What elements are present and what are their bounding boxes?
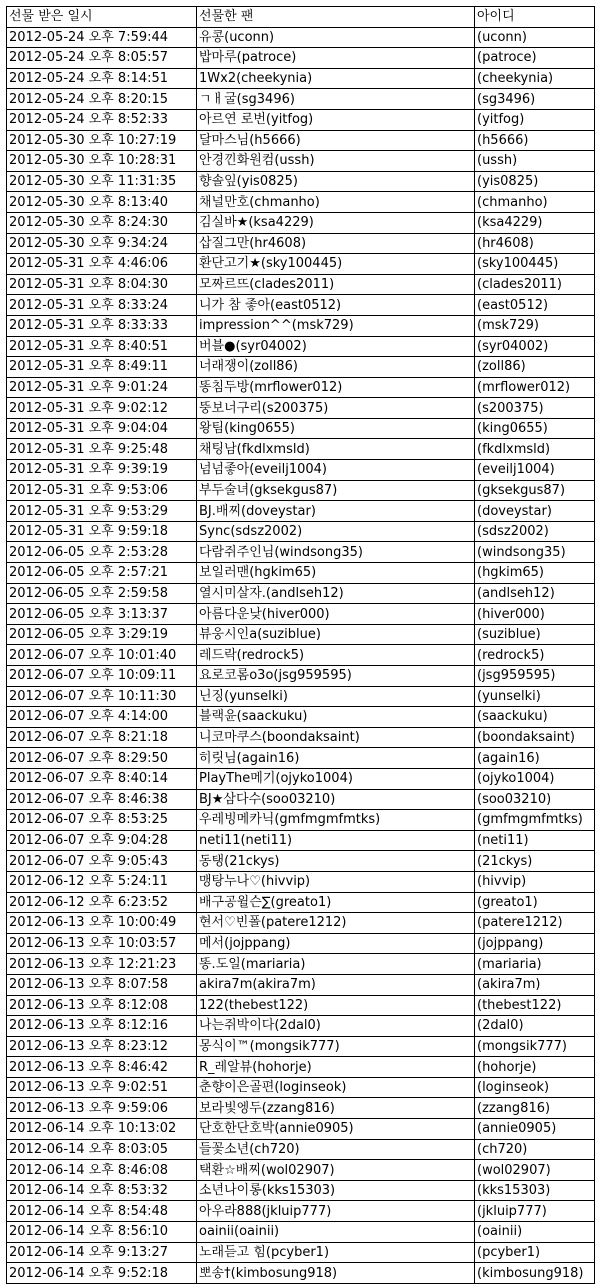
cell-user-id: (jkluip777) (475, 1201, 595, 1222)
cell-received-datetime: 2012-05-24 오후 8:20:15 (7, 89, 197, 110)
table-row (7, 1180, 595, 1201)
cell-gifting-fan: Sync(sdsz2002) (197, 521, 475, 542)
cell-received-datetime: 2012-06-07 오후 10:01:40 (7, 645, 197, 666)
cell-received-datetime: 2012-06-07 오후 8:40:14 (7, 768, 197, 789)
cell-received-datetime: 2012-06-14 오후 8:03:05 (7, 1139, 197, 1160)
table-row (7, 974, 595, 995)
cell-received-datetime: 2012-06-07 오후 9:04:28 (7, 830, 197, 851)
cell-user-id: (mariaria) (475, 954, 595, 975)
cell-user-id: (kks15303) (475, 1180, 595, 1201)
cell-gifting-fan: 배구공윌슨∑(greato1) (197, 892, 475, 913)
table-row (7, 871, 595, 892)
cell-gifting-fan: 춘향이은골편(loginseok) (197, 1077, 475, 1098)
cell-user-id: (patere1212) (475, 913, 595, 934)
cell-gifting-fan: 122(thebest122) (197, 995, 475, 1016)
table-row (7, 439, 595, 460)
cell-user-id: (sky100445) (475, 254, 595, 275)
cell-received-datetime: 2012-06-14 오후 8:56:10 (7, 1222, 197, 1243)
table-row (7, 933, 595, 954)
cell-received-datetime: 2012-05-31 오후 9:02:12 (7, 398, 197, 419)
cell-gifting-fan: 택환☆배찌(wol02907) (197, 1160, 475, 1181)
cell-received-datetime: 2012-05-31 오후 9:53:29 (7, 501, 197, 522)
cell-received-datetime: 2012-05-31 오후 8:04:30 (7, 274, 197, 295)
cell-gifting-fan: 아름다운낮(hiver000) (197, 604, 475, 625)
cell-gifting-fan: 니가 참 좋아(east0512) (197, 295, 475, 316)
cell-user-id: (east0512) (475, 295, 595, 316)
cell-user-id: (greato1) (475, 892, 595, 913)
cell-received-datetime: 2012-06-13 오후 9:59:06 (7, 1098, 197, 1119)
table-row (7, 233, 595, 254)
cell-received-datetime: 2012-06-07 오후 8:29:50 (7, 748, 197, 769)
cell-gifting-fan: 부두술녀(gksekgus87) (197, 480, 475, 501)
cell-user-id: (suziblue) (475, 624, 595, 645)
table-row (7, 521, 595, 542)
table-row (7, 1098, 595, 1119)
cell-gifting-fan: BJ★삼다수(soo03210) (197, 789, 475, 810)
cell-gifting-fan: 넘넘좋아(eveilj1004) (197, 460, 475, 481)
cell-user-id: (saackuku) (475, 707, 595, 728)
cell-user-id: (doveystar) (475, 501, 595, 522)
cell-gifting-fan: 뚱보너구리(s200375) (197, 398, 475, 419)
table-row (7, 1119, 595, 1140)
table-row (7, 212, 595, 233)
cell-user-id: (fkdlxmsld) (475, 439, 595, 460)
cell-gifting-fan: 밥마루(patroce) (197, 48, 475, 69)
table-row (7, 583, 595, 604)
cell-user-id: (jsg959595) (475, 666, 595, 687)
cell-gifting-fan: 들꽃소년(ch720) (197, 1139, 475, 1160)
cell-gifting-fan: 채팅남(fkdlxmsld) (197, 439, 475, 460)
table-row (7, 460, 595, 481)
cell-gifting-fan: 왕팀(king0655) (197, 418, 475, 439)
cell-received-datetime: 2012-06-14 오후 9:52:18 (7, 1263, 197, 1284)
cell-gifting-fan: 똥침두방(mrflower012) (197, 377, 475, 398)
cell-received-datetime: 2012-06-05 오후 3:13:37 (7, 604, 197, 625)
cell-gifting-fan: BJ.배찌(doveystar) (197, 501, 475, 522)
cell-user-id: (oainii) (475, 1222, 595, 1243)
cell-received-datetime: 2012-05-30 오후 11:31:35 (7, 171, 197, 192)
cell-user-id: (soo03210) (475, 789, 595, 810)
cell-received-datetime: 2012-06-07 오후 8:46:38 (7, 789, 197, 810)
cell-gifting-fan: 유콩(uconn) (197, 27, 475, 48)
cell-user-id: (yis0825) (475, 171, 595, 192)
cell-received-datetime: 2012-06-14 오후 8:46:08 (7, 1160, 197, 1181)
cell-gifting-fan: 삽질그만(hr4608) (197, 233, 475, 254)
table-row (7, 418, 595, 439)
cell-gifting-fan: 보일러맨(hgkim65) (197, 563, 475, 584)
cell-user-id: (ussh) (475, 151, 595, 172)
header-gifting-fan: 선물한 팬 (197, 7, 475, 28)
table-row (7, 666, 595, 687)
cell-user-id: (windsong35) (475, 542, 595, 563)
cell-received-datetime: 2012-06-05 오후 2:57:21 (7, 563, 197, 584)
cell-received-datetime: 2012-05-31 오후 9:53:06 (7, 480, 197, 501)
table-row (7, 254, 595, 275)
cell-user-id: (neti11) (475, 830, 595, 851)
cell-user-id: (zoll86) (475, 357, 595, 378)
cell-gifting-fan: 안경낀화원컴(ussh) (197, 151, 475, 172)
table-row (7, 768, 595, 789)
cell-user-id: (thebest122) (475, 995, 595, 1016)
cell-gifting-fan: PlayThe메기(ojyko1004) (197, 768, 475, 789)
table-row (7, 27, 595, 48)
cell-gifting-fan: 뽀송†(kimbosung918) (197, 1263, 475, 1284)
table-row (7, 1160, 595, 1181)
table-row (7, 68, 595, 89)
cell-user-id: (ksa4229) (475, 212, 595, 233)
cell-user-id: (clades2011) (475, 274, 595, 295)
cell-user-id: (yitfog) (475, 109, 595, 130)
cell-user-id: (h5666) (475, 130, 595, 151)
cell-user-id: (andlseh12) (475, 583, 595, 604)
cell-gifting-fan: 요로코롬o3o(jsg959595) (197, 666, 475, 687)
table-row (7, 563, 595, 584)
cell-received-datetime: 2012-06-13 오후 9:02:51 (7, 1077, 197, 1098)
cell-user-id: (syr04002) (475, 336, 595, 357)
cell-gifting-fan: 다람쥐주인님(windsong35) (197, 542, 475, 563)
cell-gifting-fan: 아우라888(jkluip777) (197, 1201, 475, 1222)
cell-received-datetime: 2012-05-30 오후 10:27:19 (7, 130, 197, 151)
cell-received-datetime: 2012-06-07 오후 10:09:11 (7, 666, 197, 687)
cell-received-datetime: 2012-05-31 오후 9:01:24 (7, 377, 197, 398)
cell-user-id: (hgkim65) (475, 563, 595, 584)
table-row (7, 1242, 595, 1263)
cell-received-datetime: 2012-06-13 오후 10:00:49 (7, 913, 197, 934)
cell-received-datetime: 2012-06-14 오후 9:13:27 (7, 1242, 197, 1263)
cell-user-id: (hiver000) (475, 604, 595, 625)
cell-user-id: (loginseok) (475, 1077, 595, 1098)
cell-gifting-fan: 환단고기★(sky100445) (197, 254, 475, 275)
cell-user-id: (gmfmgmfmtks) (475, 810, 595, 831)
table-row (7, 398, 595, 419)
cell-user-id: (kimbosung918) (475, 1263, 595, 1284)
cell-received-datetime: 2012-06-13 오후 12:21:23 (7, 954, 197, 975)
cell-user-id: (ojyko1004) (475, 768, 595, 789)
table-row (7, 480, 595, 501)
cell-received-datetime: 2012-06-13 오후 8:07:58 (7, 974, 197, 995)
cell-gifting-fan: 나는쥐박이다(2dal0) (197, 1016, 475, 1037)
cell-user-id: (ch720) (475, 1139, 595, 1160)
table-row (7, 830, 595, 851)
table-row (7, 727, 595, 748)
cell-gifting-fan: 김실바★(ksa4229) (197, 212, 475, 233)
cell-gifting-fan: 향솔잎(yis0825) (197, 171, 475, 192)
table-row (7, 789, 595, 810)
cell-user-id: (zzang816) (475, 1098, 595, 1119)
table-row (7, 954, 595, 975)
cell-received-datetime: 2012-05-24 오후 8:52:33 (7, 109, 197, 130)
header-user-id: 아이디 (475, 7, 595, 28)
cell-user-id: (pcyber1) (475, 1242, 595, 1263)
cell-user-id: (hivvip) (475, 871, 595, 892)
cell-gifting-fan: R_레알뷰(hohorje) (197, 1057, 475, 1078)
cell-gifting-fan: 단호한단호박(annie0905) (197, 1119, 475, 1140)
cell-user-id: (gksekgus87) (475, 480, 595, 501)
cell-user-id: (akira7m) (475, 974, 595, 995)
cell-gifting-fan: 뷰웅시인a(suziblue) (197, 624, 475, 645)
cell-gifting-fan: 레드락(redrock5) (197, 645, 475, 666)
cell-gifting-fan: 몽식이™(mongsik777) (197, 1036, 475, 1057)
cell-gifting-fan: 아르연 로번(yitfog) (197, 109, 475, 130)
table-row (7, 274, 595, 295)
cell-user-id: (sdsz2002) (475, 521, 595, 542)
cell-received-datetime: 2012-06-07 오후 8:53:25 (7, 810, 197, 831)
cell-user-id: (msk729) (475, 315, 595, 336)
cell-gifting-fan: 메서(jojppang) (197, 933, 475, 954)
cell-gifting-fan: 1Wx2(cheekynia) (197, 68, 475, 89)
table-row (7, 336, 595, 357)
cell-received-datetime: 2012-06-12 오후 6:23:52 (7, 892, 197, 913)
table-row (7, 501, 595, 522)
cell-received-datetime: 2012-05-24 오후 7:59:44 (7, 27, 197, 48)
cell-gifting-fan: 노래듣고 힘(pcyber1) (197, 1242, 475, 1263)
cell-received-datetime: 2012-05-31 오후 8:40:51 (7, 336, 197, 357)
cell-received-datetime: 2012-06-07 오후 4:14:00 (7, 707, 197, 728)
table-row (7, 1036, 595, 1057)
cell-received-datetime: 2012-06-13 오후 8:46:42 (7, 1057, 197, 1078)
cell-user-id: (patroce) (475, 48, 595, 69)
table-row (7, 295, 595, 316)
cell-gifting-fan: 맹탕누나♡(hivvip) (197, 871, 475, 892)
gift-history-table (6, 6, 595, 1284)
table-row (7, 130, 595, 151)
cell-received-datetime: 2012-05-31 오후 8:49:11 (7, 357, 197, 378)
cell-gifting-fan: 모짜르뜨(clades2011) (197, 274, 475, 295)
cell-user-id: (hohorje) (475, 1057, 595, 1078)
table-row (7, 1139, 595, 1160)
cell-gifting-fan: 똥.도일(mariaria) (197, 954, 475, 975)
table-row (7, 315, 595, 336)
cell-received-datetime: 2012-05-31 오후 9:25:48 (7, 439, 197, 460)
cell-user-id: (21ckys) (475, 851, 595, 872)
cell-received-datetime: 2012-06-12 오후 5:24:11 (7, 871, 197, 892)
cell-user-id: (king0655) (475, 418, 595, 439)
table-row (7, 377, 595, 398)
cell-user-id: (hr4608) (475, 233, 595, 254)
table-row (7, 1222, 595, 1243)
table-row (7, 48, 595, 69)
cell-gifting-fan: 보라빛엥두(zzang816) (197, 1098, 475, 1119)
table-row (7, 192, 595, 213)
cell-gifting-fan: akira7m(akira7m) (197, 974, 475, 995)
cell-received-datetime: 2012-05-30 오후 9:34:24 (7, 233, 197, 254)
table-row (7, 810, 595, 831)
table-row (7, 151, 595, 172)
cell-user-id: (yunselki) (475, 686, 595, 707)
cell-user-id: (2dal0) (475, 1016, 595, 1037)
table-row (7, 604, 595, 625)
cell-received-datetime: 2012-06-14 오후 10:13:02 (7, 1119, 197, 1140)
cell-received-datetime: 2012-06-13 오후 10:03:57 (7, 933, 197, 954)
table-row (7, 89, 595, 110)
cell-received-datetime: 2012-05-24 오후 8:05:57 (7, 48, 197, 69)
cell-gifting-fan: 니코마쿠스(boondaksaint) (197, 727, 475, 748)
cell-gifting-fan: 너래쟁이(zoll86) (197, 357, 475, 378)
cell-received-datetime: 2012-06-05 오후 2:59:58 (7, 583, 197, 604)
cell-received-datetime: 2012-06-05 오후 3:29:19 (7, 624, 197, 645)
cell-user-id: (sg3496) (475, 89, 595, 110)
cell-gifting-fan: 소년나이롱(kks15303) (197, 1180, 475, 1201)
table-row (7, 1263, 595, 1284)
cell-received-datetime: 2012-05-31 오후 9:39:19 (7, 460, 197, 481)
table-row (7, 851, 595, 872)
cell-received-datetime: 2012-05-31 오후 4:46:06 (7, 254, 197, 275)
cell-user-id: (boondaksaint) (475, 727, 595, 748)
table-row (7, 171, 595, 192)
cell-gifting-fan: 채널만호(chmanho) (197, 192, 475, 213)
cell-user-id: (eveilj1004) (475, 460, 595, 481)
cell-received-datetime: 2012-05-31 오후 9:04:04 (7, 418, 197, 439)
cell-user-id: (chmanho) (475, 192, 595, 213)
table-row (7, 542, 595, 563)
cell-gifting-fan: 열시미살자.(andlseh12) (197, 583, 475, 604)
header-received-datetime: 선물 받은 일시 (7, 7, 197, 28)
table-row (7, 357, 595, 378)
table-row (7, 707, 595, 728)
table-row (7, 995, 595, 1016)
cell-gifting-fan: 버블●(syr04002) (197, 336, 475, 357)
header-row (7, 7, 595, 28)
cell-gifting-fan: 동탱(21ckys) (197, 851, 475, 872)
cell-gifting-fan: 우레빙메카닉(gmfmgmfmtks) (197, 810, 475, 831)
cell-user-id: (mrflower012) (475, 377, 595, 398)
cell-received-datetime: 2012-05-31 오후 8:33:33 (7, 315, 197, 336)
table-row (7, 1057, 595, 1078)
cell-received-datetime: 2012-05-31 오후 8:33:24 (7, 295, 197, 316)
cell-gifting-fan: 히릿님(again16) (197, 748, 475, 769)
cell-gifting-fan: 닌징(yunselki) (197, 686, 475, 707)
cell-received-datetime: 2012-06-05 오후 2:53:28 (7, 542, 197, 563)
table-row (7, 645, 595, 666)
cell-received-datetime: 2012-06-13 오후 8:12:16 (7, 1016, 197, 1037)
table-row (7, 748, 595, 769)
cell-received-datetime: 2012-06-14 오후 8:54:48 (7, 1201, 197, 1222)
cell-received-datetime: 2012-06-13 오후 8:23:12 (7, 1036, 197, 1057)
cell-gifting-fan: 현서♡빈폴(patere1212) (197, 913, 475, 934)
cell-gifting-fan: 블랙윤(saackuku) (197, 707, 475, 728)
cell-received-datetime: 2012-05-31 오후 9:59:18 (7, 521, 197, 542)
cell-received-datetime: 2012-05-30 오후 8:13:40 (7, 192, 197, 213)
cell-user-id: (s200375) (475, 398, 595, 419)
table-row (7, 109, 595, 130)
table-row (7, 624, 595, 645)
cell-gifting-fan: neti11(neti11) (197, 830, 475, 851)
table-row (7, 686, 595, 707)
cell-received-datetime: 2012-05-24 오후 8:14:51 (7, 68, 197, 89)
cell-gifting-fan: 달마스님(h5666) (197, 130, 475, 151)
cell-gifting-fan: impression^^(msk729) (197, 315, 475, 336)
table-row (7, 1077, 595, 1098)
cell-received-datetime: 2012-06-07 오후 10:11:30 (7, 686, 197, 707)
cell-received-datetime: 2012-06-13 오후 8:12:08 (7, 995, 197, 1016)
cell-gifting-fan: oainii(oainii) (197, 1222, 475, 1243)
cell-user-id: (jojppang) (475, 933, 595, 954)
cell-user-id: (wol02907) (475, 1160, 595, 1181)
cell-user-id: (again16) (475, 748, 595, 769)
cell-received-datetime: 2012-06-14 오후 8:53:32 (7, 1180, 197, 1201)
table-row (7, 892, 595, 913)
cell-received-datetime: 2012-05-30 오후 8:24:30 (7, 212, 197, 233)
cell-gifting-fan: ㄱㅐ굴(sg3496) (197, 89, 475, 110)
cell-user-id: (mongsik777) (475, 1036, 595, 1057)
cell-user-id: (annie0905) (475, 1119, 595, 1140)
cell-user-id: (uconn) (475, 27, 595, 48)
cell-received-datetime: 2012-06-07 오후 9:05:43 (7, 851, 197, 872)
cell-user-id: (redrock5) (475, 645, 595, 666)
table-row (7, 1016, 595, 1037)
cell-user-id: (cheekynia) (475, 68, 595, 89)
table-row (7, 913, 595, 934)
cell-received-datetime: 2012-05-30 오후 10:28:31 (7, 151, 197, 172)
cell-received-datetime: 2012-06-07 오후 8:21:18 (7, 727, 197, 748)
table-row (7, 1201, 595, 1222)
